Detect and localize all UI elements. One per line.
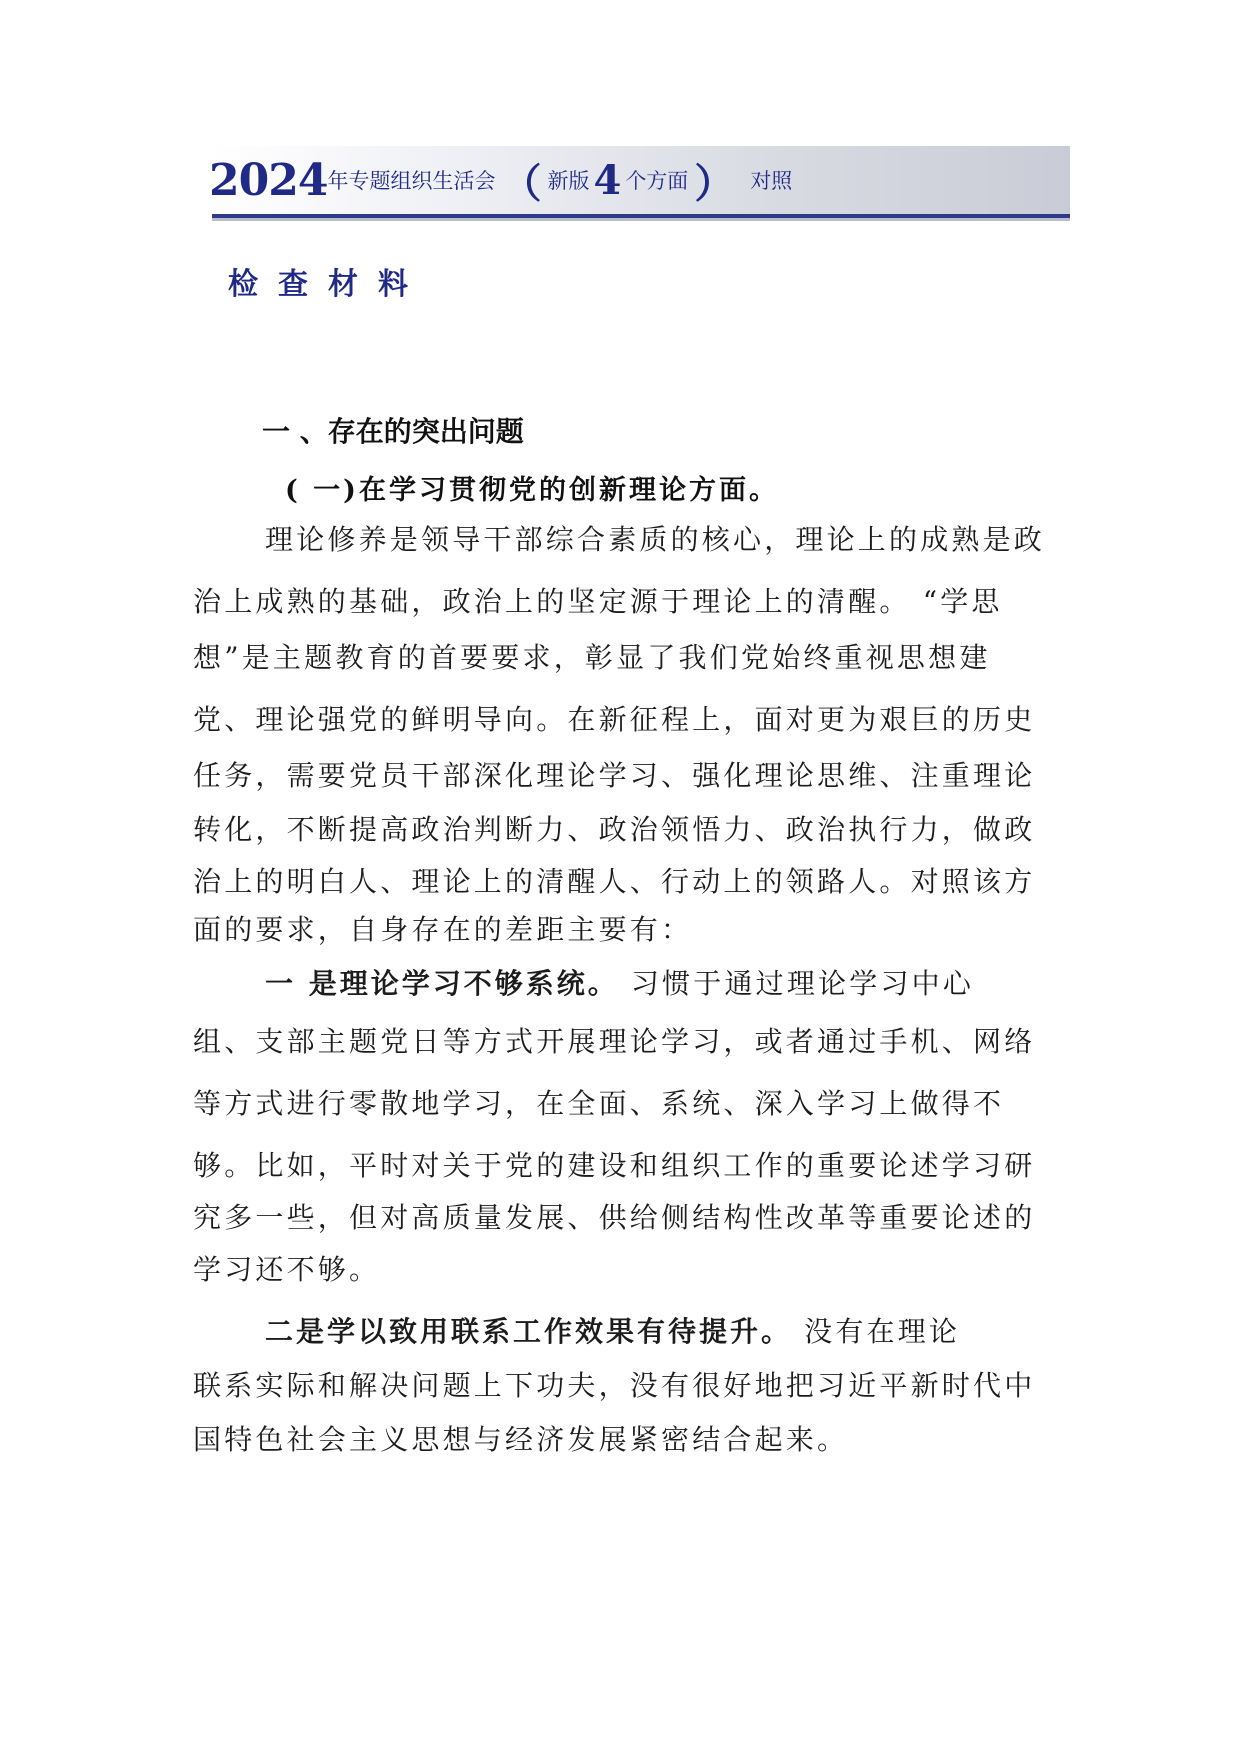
body-line-text: 面的要求，自身存在的差距主要有：	[193, 913, 693, 946]
body-line-text: 治上成熟的基础，政治上的坚定源于理论上的清醒。 “学思	[193, 585, 1003, 618]
clipped-subtitle-text: 检查材料	[228, 267, 428, 302]
body-line-text: 转化，不断提高政治判断力、政治领悟力、政治执行力，做政	[193, 813, 1036, 846]
title-text-1: 年专题组织生活会	[327, 169, 496, 193]
title-number: 4	[593, 156, 622, 204]
body-line-text: 学习还不够。	[193, 1253, 381, 1286]
body-line	[193, 1196, 1035, 1236]
body-line	[193, 860, 1035, 900]
body-line	[193, 754, 1035, 794]
body-line-text: 习惯于通过理论学习中心	[618, 967, 975, 1000]
body-line-text: 联系实际和解决问题上下功夫，没有很好地把习近平新时代中	[193, 1369, 1036, 1402]
body-line-text: 任务，需要党员干部深化理论学习、强化理论思维、注重理论	[193, 759, 1036, 792]
body-line	[193, 1082, 1004, 1122]
body-line-text: 组、支部主题党日等方式开展理论学习，或者通过手机、网络	[193, 1025, 1036, 1058]
title-paren-close: ）	[694, 159, 735, 207]
body-line	[193, 1020, 1035, 1060]
body-line	[193, 908, 692, 948]
body-line	[265, 518, 1045, 558]
body-line	[193, 1364, 1035, 1404]
body-line-text: 想”是主题教育的首要要求，彰显了我们党始终重视思想建	[193, 641, 991, 674]
body-line-text: 国特色社会主义思想与经济发展紧密结合起来。	[193, 1423, 849, 1456]
body-line	[265, 1310, 960, 1350]
body-line	[193, 698, 1035, 738]
body-line-text: 没有在理论	[792, 1315, 961, 1348]
document-title-banner	[209, 146, 1070, 218]
title-paren-open: （	[501, 159, 542, 207]
body-line	[265, 962, 974, 1002]
title-text-2: 新版	[547, 169, 590, 193]
title-text-4: 对照	[750, 169, 793, 193]
body-line-text: 理论修养是领导干部综合素质的核心，理论上的成熟是政	[265, 523, 1046, 556]
body-line-text: 等方式进行零散地学习，在全面、系统、深入学习上做得不	[193, 1087, 1005, 1120]
title-text-3: 个方面	[625, 169, 689, 193]
body-line-text: 够。比如，平时对关于党的建设和组织工作的重要论述学习研	[193, 1149, 1036, 1182]
title-year: 2024	[209, 154, 328, 206]
body-line-text: 治上的明白人、理论上的清醒人、行动上的领路人。对照该方	[193, 865, 1036, 898]
body-line	[193, 580, 1003, 620]
body-line	[193, 808, 1035, 848]
body-line	[193, 636, 991, 676]
body-line-text: 党、理论强党的鲜明导向。在新征程上，面对更为艰巨的历史	[193, 703, 1036, 736]
body-line-bold: 二是学以致用联系工作效果有待提升。	[265, 1315, 793, 1348]
body-line	[193, 1418, 848, 1458]
body-line	[193, 1248, 380, 1288]
clipped-subtitle	[228, 267, 450, 302]
body-line-text: 究多一些，但对高质量发展、供给侧结构性改革等重要论述的	[193, 1201, 1036, 1234]
subsection-heading: ( 一)在学习贯彻党的创新理论方面。	[285, 475, 779, 506]
body-line	[193, 1144, 1035, 1184]
section-heading: 一 、存在的突出问题	[262, 415, 524, 448]
body-line-bold: 一 是理论学习不够系统。	[265, 967, 619, 1000]
